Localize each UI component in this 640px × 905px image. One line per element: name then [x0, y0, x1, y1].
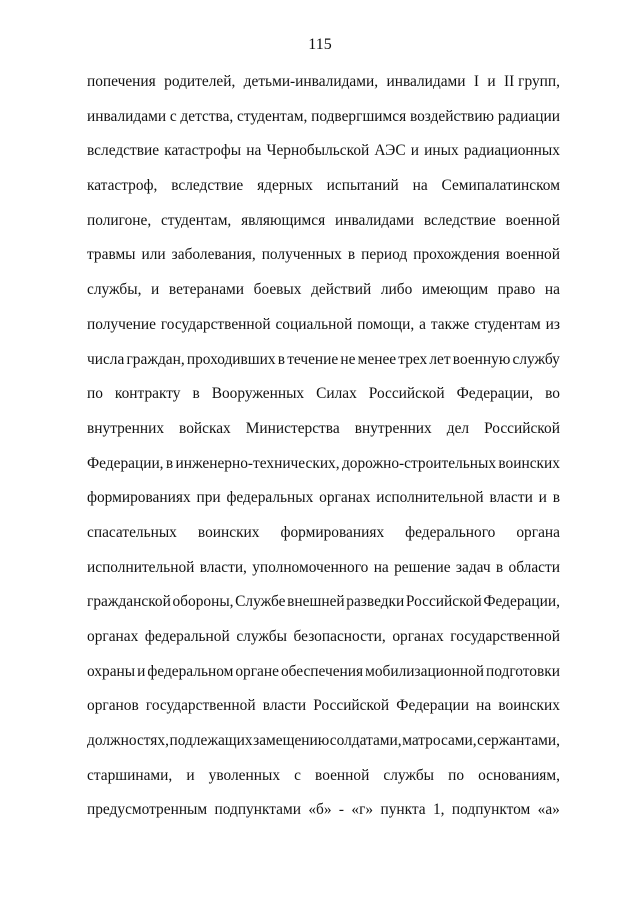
word: пункта: [380, 801, 426, 819]
word: воинских: [498, 454, 560, 472]
word: федеральном: [147, 662, 234, 680]
word: попечения: [87, 73, 156, 90]
word: воинских: [498, 697, 560, 715]
word: «а»: [537, 801, 560, 819]
word: на: [412, 177, 428, 195]
word: подлежащих: [169, 732, 253, 750]
text-line: [87, 141, 560, 176]
word: и: [186, 766, 195, 784]
word: государственной: [450, 628, 560, 645]
word: Силах: [316, 385, 357, 403]
word: ядерных: [257, 177, 313, 195]
word: радиации: [497, 107, 560, 125]
word: вследствие: [87, 142, 160, 160]
word: на: [476, 697, 492, 715]
page-number: 115: [308, 36, 332, 53]
word: должностях,: [87, 732, 169, 750]
word: менее: [357, 350, 397, 368]
word: трех: [398, 350, 428, 368]
word: в: [165, 454, 174, 472]
word: подвергшимся: [311, 107, 407, 125]
word: замещению: [253, 732, 330, 750]
word: а: [419, 315, 426, 333]
word: течение: [287, 350, 339, 368]
word: контракту: [114, 385, 181, 403]
word: на: [373, 558, 389, 576]
word: прохождения: [413, 246, 500, 264]
word: воинских: [197, 523, 260, 541]
word: родителей,: [164, 73, 236, 90]
word: органе: [235, 662, 279, 680]
word: матросами,: [402, 732, 477, 750]
word: Семипалатинском: [441, 177, 560, 195]
word: дел: [446, 419, 470, 437]
word: проходивших: [186, 350, 276, 368]
word: период: [361, 246, 408, 264]
word: Министерства: [245, 419, 340, 437]
word: Российской: [313, 697, 390, 715]
word: право: [497, 281, 536, 299]
word: службы,: [87, 281, 142, 299]
word: вследствие: [171, 177, 244, 195]
word: 1,: [432, 801, 445, 819]
word: помощи,: [357, 315, 415, 333]
text-line: [87, 731, 560, 766]
text-line: [87, 211, 560, 246]
word: либо: [380, 281, 413, 299]
text-line: [87, 384, 560, 419]
word: II групп,: [504, 73, 560, 90]
word: государственной: [145, 697, 256, 715]
word: являющимся: [241, 211, 326, 229]
word: студентам,: [160, 211, 232, 229]
text-line: [87, 488, 560, 523]
text-line: [87, 766, 560, 801]
word: Российской: [368, 385, 445, 403]
word: сержантами,: [477, 732, 560, 750]
word: Российской: [405, 593, 482, 611]
word: с: [294, 766, 301, 784]
word: дорожно-строительных: [341, 454, 497, 472]
word: испытаний: [326, 177, 399, 195]
text-line: [87, 245, 560, 280]
text-line: [87, 523, 560, 558]
word: также: [430, 315, 470, 333]
word: и: [410, 142, 419, 160]
word: задач: [455, 558, 491, 576]
word: не: [340, 350, 356, 368]
word: формированиях: [87, 489, 191, 507]
word: детьми-инвалидами,: [243, 73, 379, 90]
word: с: [169, 107, 177, 125]
word: формированиях: [280, 523, 385, 541]
word: воздействию: [409, 107, 495, 125]
word: старшинами,: [87, 766, 173, 784]
word: службы: [383, 766, 434, 784]
word: спасательных: [87, 523, 177, 541]
word: заболевания,: [171, 246, 256, 264]
word: государственной: [160, 315, 271, 333]
text-line: [87, 696, 560, 731]
word: и: [538, 489, 547, 507]
word: и: [137, 662, 146, 680]
word: обеспечения: [280, 662, 364, 680]
word: и: [487, 73, 496, 90]
word: Федерации: [396, 697, 469, 715]
word: студентам: [474, 315, 541, 333]
word: военной: [505, 246, 560, 264]
word: и: [151, 281, 160, 299]
word: военную: [452, 350, 511, 368]
word: военной: [315, 766, 370, 784]
word: безопасности,: [293, 628, 386, 645]
word: органов: [87, 697, 139, 715]
word: действий: [311, 281, 372, 299]
word: «б»: [308, 801, 332, 819]
word: инвалидами: [386, 73, 466, 90]
text-line: [87, 280, 560, 315]
word: в: [495, 558, 504, 576]
word: органах: [392, 628, 444, 645]
word: решение: [394, 558, 451, 576]
word: федеральной: [144, 628, 230, 645]
word: студентам,: [237, 107, 308, 125]
word: службу: [512, 350, 560, 368]
word: ветеранами: [168, 281, 245, 299]
word: органах: [319, 489, 371, 507]
word: -: [338, 801, 345, 819]
word: внутренних: [87, 419, 165, 437]
word: во: [545, 385, 560, 403]
word: иных: [424, 142, 459, 160]
word: основаниям,: [478, 766, 560, 784]
word: имеющим: [421, 281, 489, 299]
word: Федерации,: [87, 454, 164, 472]
word: власти: [489, 489, 533, 507]
word: власти,: [199, 558, 247, 576]
word: лет: [429, 350, 451, 368]
text-line: [87, 592, 560, 627]
word: в: [192, 385, 200, 403]
word: катастроф,: [87, 177, 158, 195]
word: службы: [236, 628, 287, 645]
text-line: [87, 176, 560, 211]
word: в: [552, 489, 560, 507]
word: обороны,: [172, 593, 234, 611]
word: в: [277, 350, 286, 368]
word: Российской: [484, 419, 560, 437]
word: катастрофы: [164, 142, 242, 160]
word: на: [544, 281, 560, 299]
word: инженерно-технических,: [175, 454, 340, 472]
word: области: [508, 558, 560, 576]
word: уволенных: [208, 766, 281, 784]
word: при: [196, 489, 221, 507]
text-line: [87, 315, 560, 350]
body-text: [87, 72, 560, 835]
word: исполнительной: [376, 489, 484, 507]
text-line: [87, 72, 560, 107]
text-line: [87, 419, 560, 454]
text-line: [87, 627, 560, 662]
text-line: [87, 350, 560, 385]
word: Вооруженных: [211, 385, 305, 403]
text-line: [87, 662, 560, 697]
word: полигоне,: [87, 211, 152, 229]
word: разведки: [346, 593, 405, 611]
word: Чернобыльской: [266, 142, 370, 160]
word: «г»: [351, 801, 374, 819]
word: получение: [87, 315, 156, 333]
word: охраны: [87, 662, 136, 680]
word: исполнительной: [87, 558, 195, 576]
word: гражданской: [87, 593, 171, 611]
word: инвалидами: [87, 107, 167, 125]
word: Федерации,: [483, 593, 560, 611]
word: полученных: [261, 246, 342, 264]
word: органах: [87, 628, 139, 645]
text-line: [87, 800, 560, 835]
word: вследствие: [423, 211, 496, 229]
word: по: [87, 385, 103, 403]
word: по: [448, 766, 465, 784]
word: детства,: [180, 107, 234, 125]
word: радиационных: [463, 142, 560, 160]
word: уполномоченного: [252, 558, 369, 576]
word: органа: [516, 523, 560, 541]
word: военной: [505, 211, 560, 229]
word: травмы: [87, 246, 136, 264]
word: социальной: [275, 315, 353, 333]
word: в: [347, 246, 356, 264]
word: федерального: [405, 523, 496, 541]
text-line: [87, 454, 560, 489]
word: I: [473, 73, 480, 90]
word: Федерации,: [456, 385, 534, 403]
word: на: [246, 142, 262, 160]
text-line: [87, 558, 560, 593]
word: войсках: [179, 419, 231, 437]
word: солдатами,: [329, 732, 402, 750]
word: подпунктами: [214, 801, 301, 819]
word: из: [545, 315, 560, 333]
word: предусмотренным: [87, 801, 208, 819]
word: подпунктом: [451, 801, 531, 819]
word: власти: [262, 697, 307, 715]
word: боевых: [253, 281, 302, 299]
word: или: [141, 246, 166, 264]
text-line: [87, 107, 560, 142]
word: Службе: [235, 593, 286, 611]
word: подготовки: [486, 662, 560, 680]
word: мобилизационной: [365, 662, 485, 680]
word: федеральных: [226, 489, 314, 507]
word: внутренних: [354, 419, 432, 437]
word: граждан,: [126, 350, 185, 368]
word: внешней: [287, 593, 345, 611]
word: инвалидами: [334, 211, 415, 229]
word: АЭС: [374, 142, 406, 160]
word: числа: [87, 350, 125, 368]
